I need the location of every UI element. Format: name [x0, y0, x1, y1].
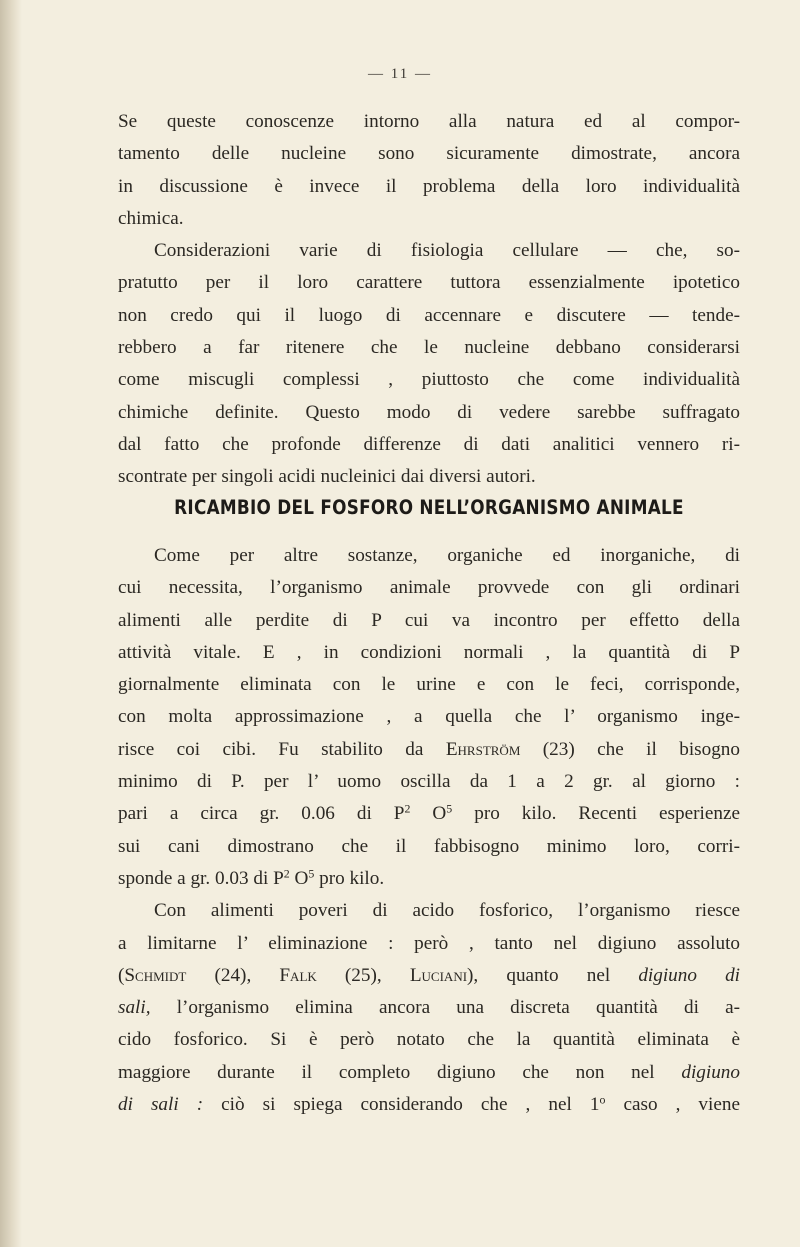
- text-run: ciò si spiega considerando che , nel 1: [203, 1094, 600, 1116]
- section-heading: RICAMBIO DEL FOSFORO NELL’ORGANISMO ANIMALE: [174, 496, 684, 519]
- text-line: tamento delle nucleine sono sicuramente dimostrate, ancora: [118, 143, 740, 165]
- text-run: pro kilo. Recenti esperienze: [452, 803, 740, 825]
- text-line: [118, 992, 740, 1024]
- text-run: caso , viene: [605, 1094, 740, 1116]
- author-name: Falk: [279, 964, 317, 986]
- text-line: [118, 798, 740, 830]
- italic-term: di sali :: [118, 1094, 204, 1116]
- text-run: O: [410, 803, 447, 825]
- text-line: Se queste conoscenze intorno alla natura ed al compor-: [118, 111, 740, 132]
- text-line: alimenti alle perdite di P cui va incontro per effetto della: [118, 609, 740, 631]
- text-run: (25),: [316, 964, 410, 986]
- superscript: o: [599, 1092, 606, 1107]
- text-line: pratutto per il loro carattere tuttora essenzialmente ipotetico: [118, 272, 740, 294]
- paragraph: [118, 540, 740, 895]
- superscript: 5: [308, 866, 315, 881]
- text-before-heading: [118, 106, 740, 494]
- text-run: (24),: [186, 964, 280, 986]
- text-line: minimo di P. per l’ uomo oscilla da 1 a 2 gr. al giorno :: [118, 771, 740, 793]
- text-run: l’organismo elimina ancora una discreta quantità di a-: [150, 997, 740, 1019]
- text-line: con molta approssimazione , a quella che l’ organismo inge-: [118, 706, 740, 728]
- superscript: 2: [283, 866, 290, 881]
- text-line: rebbero a far ritenere che le nucleine debbano considerarsi: [118, 337, 740, 359]
- text-line: [118, 960, 740, 992]
- text-line: sui cani dimostrano che il fabbisogno minimo loro, corri-: [118, 835, 740, 857]
- text-line: in discussione è invece il problema della loro individualità: [118, 175, 740, 197]
- text-run: O: [289, 867, 309, 889]
- text-line: a limitarne l’ eliminazione : però , tanto nel digiuno assoluto: [118, 932, 740, 954]
- text-line: scontrate per singoli acidi nucleinici dai diversi autori.: [118, 466, 536, 488]
- author-name: Schmidt: [124, 964, 187, 986]
- text-line: Considerazioni varie di fisiologia cellulare — che, so-: [154, 240, 740, 262]
- page-edge-shadow: [0, 0, 22, 1247]
- text-run: pro kilo.: [314, 867, 385, 889]
- paragraph: [118, 895, 740, 1121]
- text-line: cido fosforico. Si è però notato che la quantità eliminata è: [118, 1029, 740, 1051]
- superscript: 5: [446, 801, 453, 816]
- text-line: cui necessita, l’organismo animale provvede con gli ordinari: [118, 577, 740, 599]
- italic-term: digiuno: [681, 1061, 740, 1083]
- text-line: non credo qui il luogo di accennare e discutere — tende-: [118, 304, 740, 326]
- text-line: [118, 863, 740, 895]
- text-run: (23) che il bisogno: [520, 738, 740, 760]
- paragraph: [118, 235, 740, 493]
- italic-term: digiuno di: [638, 964, 741, 986]
- text-line: attività vitale. E , in condizioni normali , la quantità di P: [118, 641, 740, 663]
- section-body: [118, 540, 740, 1121]
- text-line: come miscugli complessi , piuttosto che come individualità: [118, 369, 740, 391]
- author-name: Ehrström: [445, 738, 521, 760]
- text-run: ), quanto nel: [467, 964, 639, 986]
- text-line: chimiche definite. Questo modo di vedere sarebbe suffragato: [118, 401, 740, 423]
- text-line: [118, 1057, 740, 1089]
- author-name: Luciani: [409, 964, 468, 986]
- text-line: giornalmente eliminata con le urine e con le feci, corrisponde,: [118, 674, 740, 696]
- text-line: dal fatto che profonde differenze di dati analitici vennero ri-: [118, 433, 740, 455]
- italic-term: sali,: [118, 997, 151, 1019]
- text-run: (: [118, 964, 125, 986]
- text-run: risce coi cibi. Fu stabilito da: [118, 738, 446, 760]
- superscript: 2: [404, 801, 411, 816]
- text-line: [118, 1089, 740, 1121]
- text-line: chimica.: [118, 207, 184, 229]
- text-line: Come per altre sostanze, organiche ed inorganiche, di: [154, 545, 740, 566]
- page-number: — 11 —: [368, 66, 432, 82]
- text-run: pari a circa gr. 0.06 di P: [118, 803, 405, 825]
- text-line: [118, 734, 740, 766]
- text-run: maggiore durante il completo digiuno che non nel: [118, 1061, 682, 1083]
- text-line: Con alimenti poveri di acido fosforico, l’organismo riesce: [154, 900, 740, 922]
- paragraph: [118, 106, 740, 235]
- text-run: sponde a gr. 0.03 di P: [118, 867, 284, 889]
